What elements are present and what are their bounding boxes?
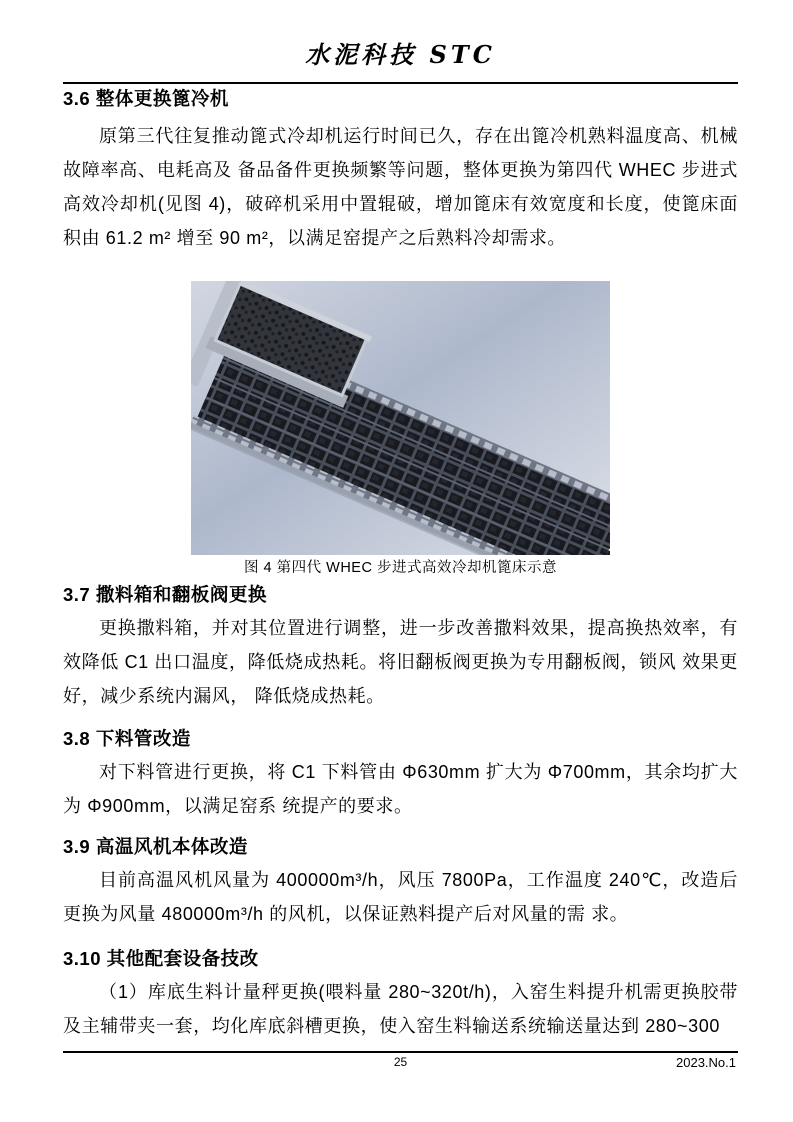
page-content <box>63 0 738 1043</box>
section-paragraph-3-9: 目前高温风机风量为 400000m³/h，风压 7800Pa，工作温度 240℃，改造后更换为风量 480000m³/h 的风机，以保证熟料提产后对风量的需 求。 <box>63 870 738 924</box>
section-heading-3-7: 3.7 撒料箱和翻板阀更换 <box>63 584 267 605</box>
section-paragraph-3-8: 对下料管进行更换，将 C1 下料管由 Φ630mm 扩大为 Φ700mm，其余均扩大为 Φ900mm，以满足窑系 统提产的要求。 <box>63 762 738 816</box>
section-heading-3-10: 3.10 其他配套设备技改 <box>63 948 259 969</box>
issue-number: 2023.No.1 <box>676 1055 736 1070</box>
section-heading-3-6: 3.6 整体更换篦冷机 <box>63 88 229 109</box>
section-paragraph-3-6: 原第三代往复推动篦式冷却机运行时间已久，存在出篦冷机熟料温度高、机械故障率高、电耗高及 备品备件更换频繁等问题，整体更换为第四代 WHEC 步进式高效冷却机(见图 4)，破碎机采用中置辊破，增加篦床有效宽度和长度，使篦床面积由 61.2 m² 增至 90 m²，以满足窑提产之后熟料冷却需求。 <box>63 126 738 248</box>
cooler-grate-bed-3d-image <box>191 281 610 555</box>
figure-4-caption: 图 4 第四代 WHEC 步进式高效冷却机篦床示意 <box>244 560 557 576</box>
section-paragraph-3-7: 更换撒料箱，并对其位置进行调整，进一步改善撒料效果，提高换热效率，有效降低 C1 出口温度，降低烧成热耗。将旧翻板阀更换为专用翻板阀，锁风 效果更好，减少系统内漏风， 降低烧成热耗。 <box>63 618 738 706</box>
page-footer <box>63 1051 738 1075</box>
figure-4 <box>63 281 738 576</box>
section-heading-3-8: 3.8 下料管改造 <box>63 728 191 749</box>
section-paragraph-3-10: （1）库底生料计量秤更换(喂料量 280~320t/h)，入窑生料提升机需更换胶带及主辅带夹一套，均化库底斜槽更换，使入窑生料输送系统输送量达到 280~300 <box>63 982 738 1036</box>
header-divider <box>63 82 738 84</box>
footer-divider <box>63 1051 738 1053</box>
journal-title: 水泥科技 STC <box>305 40 496 69</box>
page-number: 25 <box>393 1055 408 1069</box>
section-heading-3-9: 3.9 高温风机本体改造 <box>63 836 248 857</box>
